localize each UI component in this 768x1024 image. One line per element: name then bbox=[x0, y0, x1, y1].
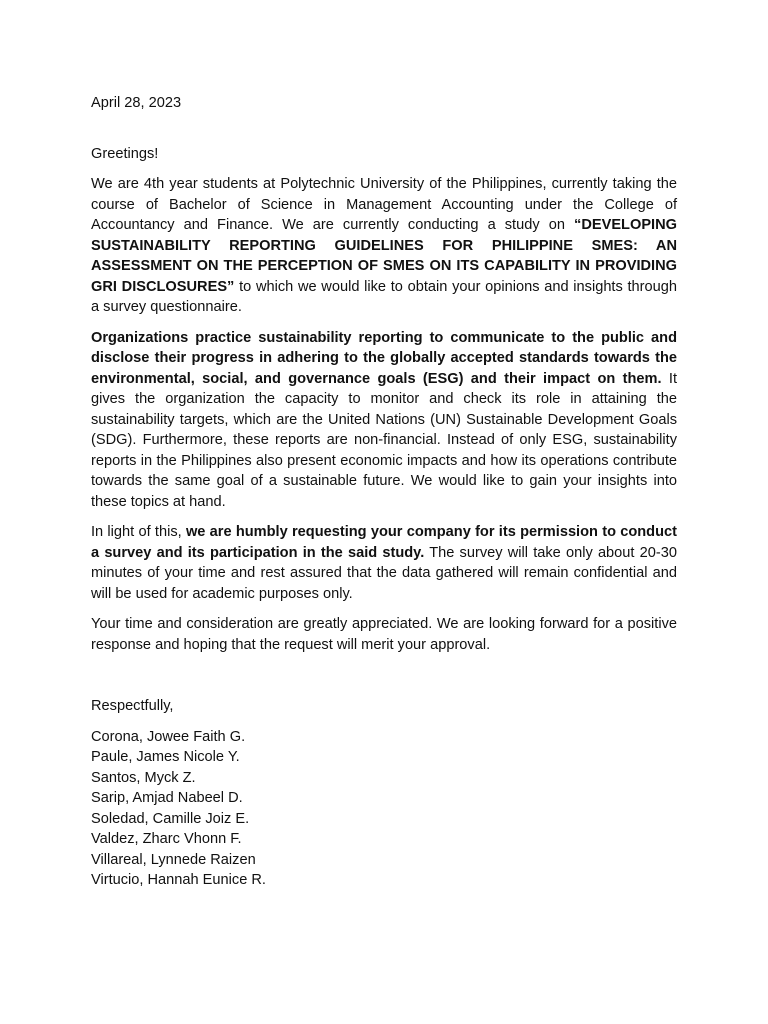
signatory-name: Virtucio, Hannah Eunice R. bbox=[91, 872, 266, 888]
paragraph-sustainability-bold: Organizations practice sustainability reporting to communicate to the public and disclose their progress in adhering to the globally accepted standards towards the environmental, social, and governance goals (ESG) and their impact on them. bbox=[91, 329, 677, 387]
paragraph-sustainability bbox=[91, 328, 677, 513]
signatory-name: Sarip, Amjad Nabeel D. bbox=[91, 790, 243, 806]
letter-page bbox=[91, 93, 677, 891]
signatory-name: Paule, James Nicole Y. bbox=[91, 749, 240, 765]
signatory-list bbox=[91, 727, 677, 891]
paragraph-intro-outro: to which we would like to obtain your opinions and insights through a survey questionnaire. bbox=[91, 278, 677, 315]
greeting: Greetings! bbox=[91, 145, 159, 162]
paragraph-intro bbox=[91, 174, 677, 318]
signatory-name: Santos, Myck Z. bbox=[91, 769, 196, 786]
signatory-name: Corona, Jowee Faith G. bbox=[91, 728, 246, 745]
letter-date: April 28, 2023 bbox=[91, 95, 182, 111]
paragraph-request bbox=[91, 522, 677, 604]
signatory-name: Soledad, Camille Joiz E. bbox=[91, 810, 250, 827]
signatory-name: Villareal, Lynnede Raizen bbox=[91, 851, 256, 868]
study-title: “DEVELOPING SUSTAINABILITY REPORTING GUIDELINES FOR PHILIPPINE SMES: AN ASSESSMENT ON THE PERCEPTION OF SMES ON ITS CAPABILITY IN PROVIDING GRI DISCLOSURES” bbox=[91, 217, 677, 295]
paragraph-request-intro: In light of this, bbox=[91, 524, 186, 540]
paragraph-sustainability-text: It gives the organization the capacity to monitor and check its role in attaining the sustainability targets, which are the United Nations (UN) Sustainable Development Goals (SDG). Furthermore, these reports are non-financial. Instead of only ESG, sustainability reports in the Philippines also present economic impacts and how its operations contribute towards the same goal of a sustainable future. We would like to gain your insights into these topics at hand. bbox=[91, 370, 677, 510]
closing: Respectfully, bbox=[91, 698, 174, 714]
paragraph-thanks: Your time and consideration are greatly appreciated. We are looking forward for a positive response and hoping that the request will merit your approval. bbox=[91, 616, 677, 653]
paragraph-request-text: The survey will take only about 20-30 minutes of your time and rest assured that the data gathered will remain confidential and will be used for academic purposes only. bbox=[91, 544, 677, 602]
paragraph-intro-text: We are 4th year students at Polytechnic University of the Philippines, currently taking the course of Bachelor of Science in Management Accounting under the College of Accountancy and Finance. We are currently conducting a study on bbox=[91, 176, 677, 233]
paragraph-request-bold: we are humbly requesting your company for its permission to conduct a survey and its participation in the said study. bbox=[91, 524, 677, 561]
signatory-name: Valdez, Zharc Vhonn F. bbox=[91, 831, 242, 847]
